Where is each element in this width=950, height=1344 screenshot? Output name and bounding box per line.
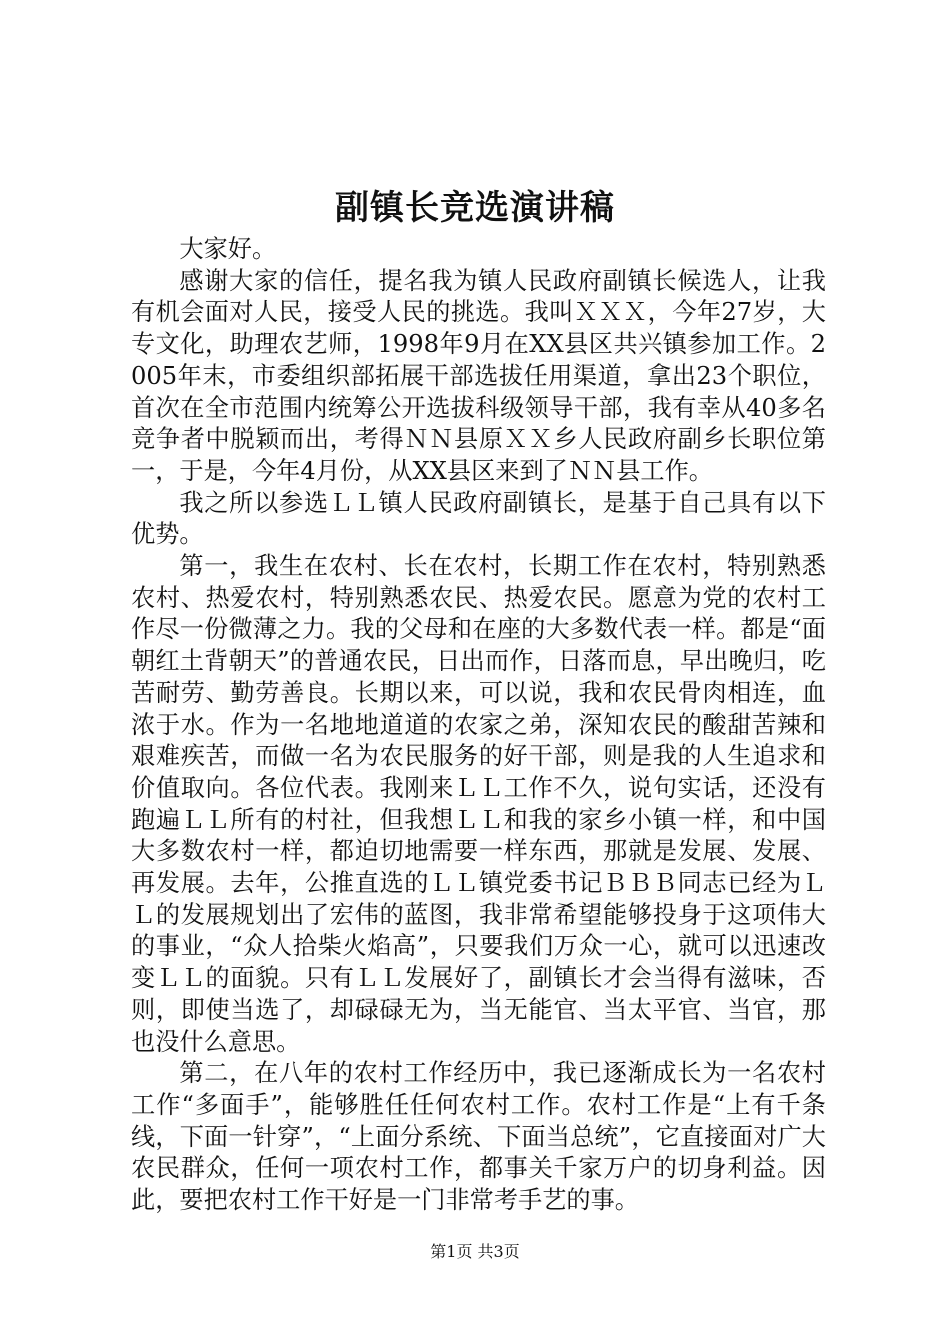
paragraph-introduction: 感谢大家的信任，提名我为镇人民政府副镇长候选人，让我有机会面对人民，接受人民的挑选。我叫ＸＸＸ，今年27岁，大专文化，助理农艺师，1998年9月在XX县区共兴镇参加工作。2005年末，市委组织部拓展干部选拔任用渠道，拿出23个职位，首次在全市范围内统筹公开选拔科级领导干部，我有幸从40多名竞争者中脱颖而出，考得ＮＮ县原ＸＸ乡人民政府副乡长职位第一，于是，今年4月份，从XX县区来到了ＮＮ县工作。 bbox=[131, 266, 826, 485]
paragraph-greeting: 大家好。 bbox=[179, 235, 277, 263]
document-body bbox=[131, 234, 826, 1217]
paragraph-reason: 我之所以参选ＬＬ镇人民政府副镇长，是基于自己具有以下优势。 bbox=[131, 488, 826, 549]
paragraph-second-advantage: 第二，在八年的农村工作经历中，我已逐渐成长为一名农村工作“多面手”，能够胜任任何农村工作。农村工作是“上有千条线，下面一针穿”，“上面分系统、下面当总统”，它直接面对广大农民群众，任何一项农村工作，都事关千家万户的切身利益。因此，要把农村工作干好是一门非常考手艺的事。 bbox=[131, 1059, 826, 1215]
page-footer: 第1页 共3页 bbox=[430, 1242, 520, 1261]
document-title: 副镇长竞选演讲稿 bbox=[335, 188, 615, 228]
paragraph-first-advantage: 第一，我生在农村、长在农村，长期工作在农村，特别熟悉农村、热爱农村，特别熟悉农民、热爱农民。愿意为党的农村工作尽一份微薄之力。我的父母和在座的大多数代表一样。都是“面朝红土背朝天”的普通农民，日出而作，日落而息，早出晚归，吃苦耐劳、勤劳善良。长期以来，可以说，我和农民骨肉相连，血浓于水。作为一名地地道道的农家之弟，深知农民的酸甜苦辣和艰难疾苦，而做一名为农民服务的好干部，则是我的人生追求和价值取向。各位代表。我刚来ＬＬ工作不久，说句实话，还没有跑遍ＬＬ所有的村社，但我想ＬＬ和我的家乡小镇一样，和中国大多数农村一样，都迫切地需要一样东西，那就是发展、发展、再发展。去年，公推直选的ＬＬ镇党委书记ＢＢＢ同志已经为ＬＬ的发展规划出了宏伟的蓝图，我非常希望能够投身于这项伟大的事业，“众人拾柴火焰高”，只要我们万众一心，就可以迅速改变ＬＬ的面貌。只有ＬＬ发展好了，副镇长才会当得有滋味，否则，即使当选了，却碌碌无为，当无能官、当太平官、当官，那也没什么意思。 bbox=[131, 552, 826, 1056]
